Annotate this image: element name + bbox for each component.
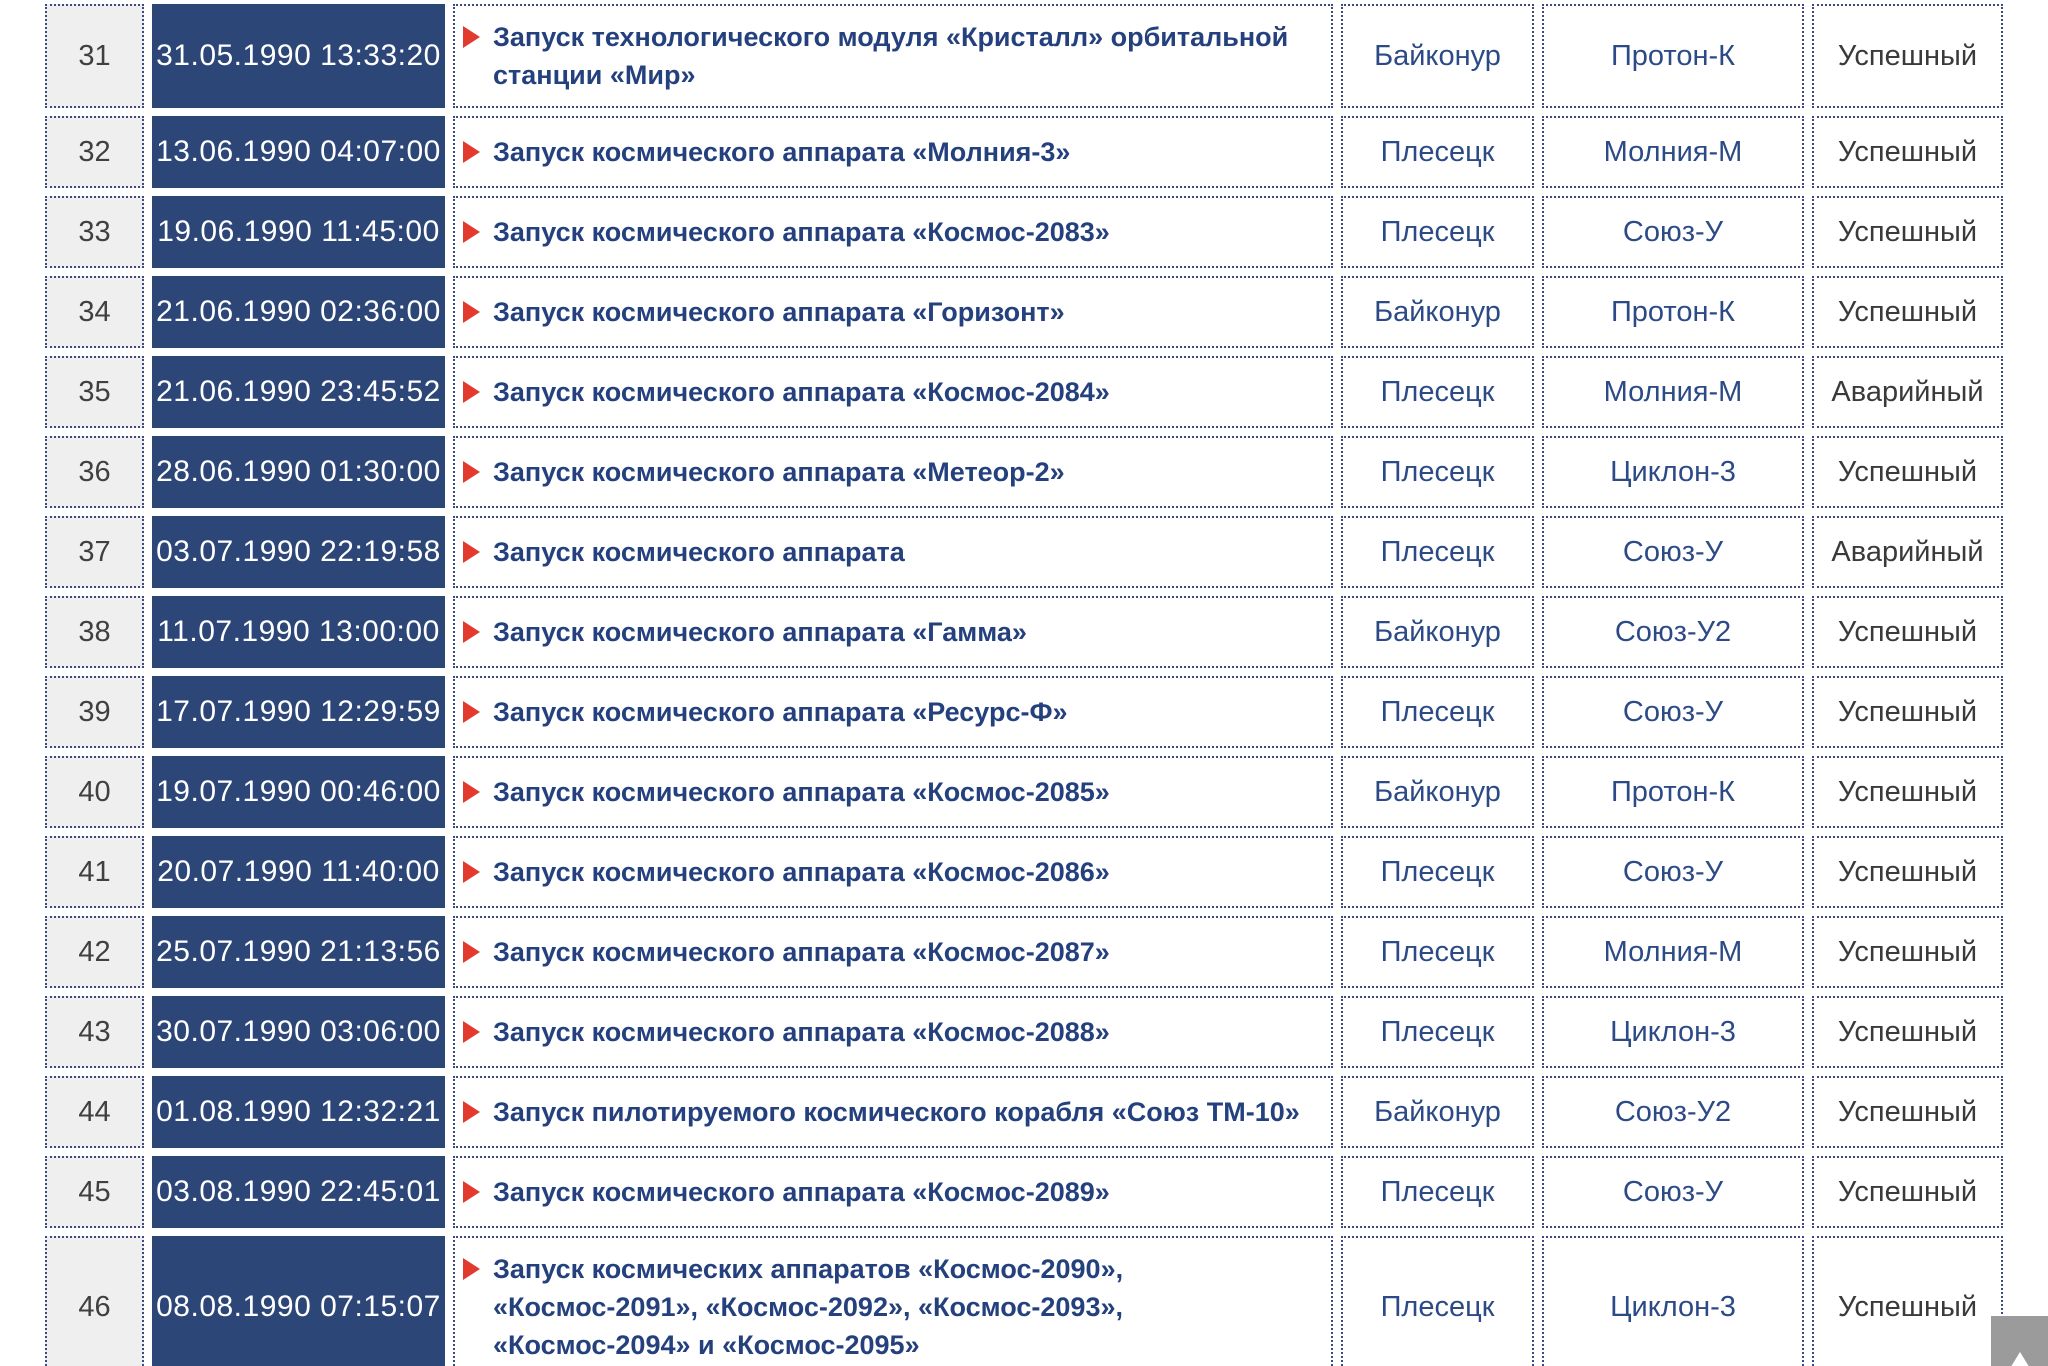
launch-site: Плесецк — [1380, 935, 1495, 968]
red-right-triangle-icon — [463, 621, 480, 643]
launch-datetime-cell — [152, 756, 445, 828]
rocket-cell — [1542, 916, 1804, 988]
row-number-cell — [45, 996, 144, 1068]
launch-description-cell — [453, 1236, 1333, 1366]
launch-datetime-cell — [152, 596, 445, 668]
rocket-cell — [1542, 756, 1804, 828]
launch-status: Успешный — [1837, 615, 1978, 648]
launch-status: Успешный — [1837, 295, 1978, 328]
launch-description-cell — [453, 356, 1333, 428]
table-row — [45, 836, 2003, 908]
launch-description-link[interactable]: Запуск космического аппарата «Космос-2085» — [493, 777, 1110, 807]
rocket-cell — [1542, 1156, 1804, 1228]
rocket-name: Циклон-3 — [1610, 1015, 1736, 1048]
launch-site-cell — [1341, 356, 1534, 428]
launch-description-cell — [453, 756, 1333, 828]
status-cell — [1812, 596, 2003, 668]
rocket-cell — [1542, 356, 1804, 428]
red-right-triangle-icon — [463, 1101, 480, 1123]
launch-datetime-cell — [152, 436, 445, 508]
row-number: 41 — [78, 855, 111, 888]
launch-site-cell — [1341, 276, 1534, 348]
row-number: 39 — [78, 695, 111, 728]
rocket-cell — [1542, 596, 1804, 668]
rocket-cell — [1542, 836, 1804, 908]
rocket-cell — [1542, 1076, 1804, 1148]
launch-datetime: 20.07.1990 11:40:00 — [157, 855, 440, 888]
launch-datetime: 03.08.1990 22:45:01 — [156, 1175, 441, 1208]
launch-datetime-cell — [152, 4, 445, 108]
launch-description-link[interactable]: Запуск космического аппарата «Космос-2084» — [493, 377, 1110, 407]
rocket-cell — [1542, 196, 1804, 268]
launch-status: Успешный — [1837, 695, 1978, 728]
launch-status: Успешный — [1837, 1095, 1978, 1128]
row-number: 45 — [78, 1175, 111, 1208]
launch-site-cell — [1341, 516, 1534, 588]
launch-datetime: 21.06.1990 02:36:00 — [156, 295, 441, 328]
launch-site-cell — [1341, 1156, 1534, 1228]
status-cell — [1812, 916, 2003, 988]
launch-status: Успешный — [1837, 1015, 1978, 1048]
rocket-name: Союз-У — [1622, 215, 1724, 248]
row-number-cell — [45, 1236, 144, 1366]
rocket-name: Союз-У — [1622, 855, 1724, 888]
table-row — [45, 436, 2003, 508]
launch-description-cell — [453, 276, 1333, 348]
status-cell — [1812, 676, 2003, 748]
launch-table — [37, 0, 2011, 1366]
table-row — [45, 4, 2003, 108]
launch-status: Аварийный — [1831, 375, 1984, 408]
rocket-name: Циклон-3 — [1610, 455, 1736, 488]
launch-description-link[interactable]: Запуск космического аппарата «Космос-2087» — [493, 937, 1110, 967]
launch-site: Байконур — [1374, 295, 1501, 328]
red-right-triangle-icon — [463, 26, 480, 48]
launch-status: Успешный — [1837, 39, 1978, 72]
row-number-cell — [45, 356, 144, 428]
launch-datetime-cell — [152, 356, 445, 428]
rocket-name: Молния-М — [1603, 135, 1743, 168]
launch-site-cell — [1341, 4, 1534, 108]
red-right-triangle-icon — [463, 541, 480, 563]
table-row — [45, 596, 2003, 668]
rocket-name: Союз-У2 — [1614, 615, 1732, 648]
row-number: 36 — [78, 455, 111, 488]
launch-description-cell — [453, 596, 1333, 668]
row-number-cell — [45, 116, 144, 188]
row-number-cell — [45, 516, 144, 588]
row-number: 33 — [78, 215, 111, 248]
row-number: 42 — [78, 935, 111, 968]
launch-site: Плесецк — [1380, 1290, 1495, 1323]
launch-datetime: 08.08.1990 07:15:07 — [156, 1290, 441, 1323]
launch-site: Байконур — [1374, 775, 1501, 808]
rocket-cell — [1542, 996, 1804, 1068]
rocket-name: Циклон-3 — [1610, 1290, 1736, 1323]
red-right-triangle-icon — [463, 301, 480, 323]
launch-status: Аварийный — [1831, 535, 1984, 568]
launch-datetime-cell — [152, 516, 445, 588]
row-number: 31 — [78, 39, 111, 72]
rocket-cell — [1542, 436, 1804, 508]
launch-site-cell — [1341, 1236, 1534, 1366]
launch-description-cell — [453, 516, 1333, 588]
launch-description-link[interactable]: Запуск космического аппарата «Космос-2086» — [493, 857, 1110, 887]
launch-datetime-cell — [152, 836, 445, 908]
row-number-cell — [45, 196, 144, 268]
launch-datetime: 19.07.1990 00:46:00 — [156, 775, 441, 808]
launch-datetime-cell — [152, 996, 445, 1068]
table-row — [45, 1236, 2003, 1366]
table-row — [45, 1156, 2003, 1228]
launch-description-cell — [453, 196, 1333, 268]
row-number: 46 — [78, 1290, 111, 1323]
row-number: 35 — [78, 375, 111, 408]
launch-datetime: 03.07.1990 22:19:58 — [156, 535, 441, 568]
status-cell — [1812, 276, 2003, 348]
red-right-triangle-icon — [463, 941, 480, 963]
launch-datetime-cell — [152, 1236, 445, 1366]
launch-site: Байконур — [1374, 615, 1501, 648]
launch-description-link[interactable]: Запуск космического аппарата «Ресурс-Ф» — [493, 697, 1068, 727]
launch-description-link[interactable]: Запуск космического аппарата «Гамма» — [493, 617, 1027, 647]
table-row — [45, 276, 2003, 348]
launch-table-body — [45, 4, 2003, 1366]
launch-site-cell — [1341, 916, 1534, 988]
launch-site: Плесецк — [1380, 695, 1495, 728]
status-cell — [1812, 1156, 2003, 1228]
rocket-cell — [1542, 4, 1804, 108]
launch-datetime: 31.05.1990 13:33:20 — [156, 39, 441, 72]
launch-status: Успешный — [1837, 135, 1978, 168]
launch-datetime: 25.07.1990 21:13:56 — [156, 935, 441, 968]
row-number-cell — [45, 436, 144, 508]
launch-site: Плесецк — [1380, 455, 1495, 488]
table-row — [45, 916, 2003, 988]
launch-site-cell — [1341, 1076, 1534, 1148]
launch-datetime-cell — [152, 916, 445, 988]
red-right-triangle-icon — [463, 1181, 480, 1203]
launch-status: Успешный — [1837, 775, 1978, 808]
launch-site-cell — [1341, 436, 1534, 508]
launch-site-cell — [1341, 756, 1534, 828]
rocket-name: Протон-К — [1610, 295, 1736, 328]
table-row — [45, 196, 2003, 268]
launch-status: Успешный — [1837, 455, 1978, 488]
launch-description-link[interactable]: Запуск космического аппарата «Метеор-2» — [493, 457, 1065, 487]
launch-description-cell — [453, 1156, 1333, 1228]
launch-site-cell — [1341, 996, 1534, 1068]
table-row — [45, 996, 2003, 1068]
red-right-triangle-icon — [463, 381, 480, 403]
status-cell — [1812, 4, 2003, 108]
rocket-name: Союз-У2 — [1614, 1095, 1732, 1128]
rocket-cell — [1542, 516, 1804, 588]
row-number-cell — [45, 916, 144, 988]
row-number: 37 — [78, 535, 111, 568]
launch-status: Успешный — [1837, 855, 1978, 888]
rocket-name: Протон-К — [1610, 39, 1736, 72]
launch-site: Плесецк — [1380, 135, 1495, 168]
launch-description-cell — [453, 436, 1333, 508]
launch-description-link[interactable]: Запуск пилотируемого космического корабля «Союз ТМ-10» — [493, 1097, 1300, 1127]
table-row — [45, 1076, 2003, 1148]
row-number-cell — [45, 676, 144, 748]
launch-site: Плесецк — [1380, 1015, 1495, 1048]
launch-status: Успешный — [1837, 1175, 1978, 1208]
status-cell — [1812, 356, 2003, 428]
launch-description-link[interactable]: Запуск космического аппарата «Горизонт» — [493, 297, 1065, 327]
red-right-triangle-icon — [463, 461, 480, 483]
row-number: 34 — [78, 295, 111, 328]
launch-datetime-cell — [152, 1076, 445, 1148]
launch-status: Успешный — [1837, 215, 1978, 248]
launch-datetime: 28.06.1990 01:30:00 — [156, 455, 441, 488]
launch-site: Плесецк — [1380, 375, 1495, 408]
table-row — [45, 676, 2003, 748]
status-cell — [1812, 516, 2003, 588]
launch-datetime: 21.06.1990 23:45:52 — [156, 375, 441, 408]
status-cell — [1812, 996, 2003, 1068]
launch-status: Успешный — [1837, 1290, 1978, 1323]
scroll-top-button[interactable] — [1991, 1316, 2048, 1366]
launch-datetime: 30.07.1990 03:06:00 — [156, 1015, 441, 1048]
status-cell — [1812, 116, 2003, 188]
launches-page — [37, 0, 2048, 1366]
row-number-cell — [45, 596, 144, 668]
launch-datetime: 19.06.1990 11:45:00 — [157, 215, 440, 248]
status-cell — [1812, 756, 2003, 828]
rocket-cell — [1542, 1236, 1804, 1366]
table-row — [45, 756, 2003, 828]
launch-description-link[interactable]: Запуск космического аппарата «Космос-2089» — [493, 1177, 1110, 1207]
rocket-name: Союз-У — [1622, 695, 1724, 728]
row-number: 32 — [78, 135, 111, 168]
launch-description-link[interactable]: Запуск космического аппарата «Космос-2088» — [493, 1017, 1110, 1047]
red-right-triangle-icon — [463, 781, 480, 803]
launch-description-link[interactable]: Запуск космических аппаратов «Космос-2090», «Космос-2091», «Космос-2092», «Космос-2093», «Космос-2094» и «Космос-2095» — [493, 1254, 1124, 1360]
launch-datetime-cell — [152, 196, 445, 268]
launch-description-cell — [453, 916, 1333, 988]
rocket-cell — [1542, 116, 1804, 188]
launch-site-cell — [1341, 676, 1534, 748]
launch-description-link[interactable]: Запуск космического аппарата «Молния-3» — [493, 137, 1071, 167]
launch-description-cell — [453, 1076, 1333, 1148]
launch-description-cell — [453, 996, 1333, 1068]
launch-site: Байконур — [1374, 1095, 1501, 1128]
rocket-name: Протон-К — [1610, 775, 1736, 808]
launch-datetime: 13.06.1990 04:07:00 — [156, 135, 441, 168]
launch-site-cell — [1341, 196, 1534, 268]
status-cell — [1812, 436, 2003, 508]
launch-description-cell — [453, 4, 1333, 108]
launch-site-cell — [1341, 836, 1534, 908]
table-row — [45, 516, 2003, 588]
status-cell — [1812, 1076, 2003, 1148]
launch-site: Байконур — [1374, 39, 1501, 72]
launch-datetime: 01.08.1990 12:32:21 — [156, 1095, 441, 1128]
row-number-cell — [45, 756, 144, 828]
row-number-cell — [45, 836, 144, 908]
arrow-up-icon — [2004, 1352, 2036, 1366]
launch-status: Успешный — [1837, 935, 1978, 968]
launch-description-link[interactable]: Запуск технологического модуля «Кристалл» орбитальной станции «Мир» — [493, 22, 1289, 90]
red-right-triangle-icon — [463, 1258, 480, 1280]
launch-site-cell — [1341, 116, 1534, 188]
row-number-cell — [45, 4, 144, 108]
launch-site: Плесецк — [1380, 855, 1495, 888]
launch-site-cell — [1341, 596, 1534, 668]
rocket-name: Молния-М — [1603, 375, 1743, 408]
launch-description-cell — [453, 836, 1333, 908]
rocket-name: Союз-У — [1622, 1175, 1724, 1208]
launch-datetime-cell — [152, 676, 445, 748]
launch-datetime: 17.07.1990 12:29:59 — [156, 695, 441, 728]
launch-site: Плесецк — [1380, 535, 1495, 568]
status-cell — [1812, 836, 2003, 908]
rocket-cell — [1542, 676, 1804, 748]
launch-datetime: 11.07.1990 13:00:00 — [157, 615, 440, 648]
table-row — [45, 356, 2003, 428]
row-number-cell — [45, 276, 144, 348]
row-number: 43 — [78, 1015, 111, 1048]
rocket-name: Молния-М — [1603, 935, 1743, 968]
row-number-cell — [45, 1156, 144, 1228]
rocket-cell — [1542, 276, 1804, 348]
status-cell — [1812, 196, 2003, 268]
launch-description-link[interactable]: Запуск космического аппарата — [493, 537, 905, 567]
red-right-triangle-icon — [463, 221, 480, 243]
row-number: 44 — [78, 1095, 111, 1128]
launch-datetime-cell — [152, 1156, 445, 1228]
launch-site: Плесецк — [1380, 1175, 1495, 1208]
rocket-name: Союз-У — [1622, 535, 1724, 568]
launch-datetime-cell — [152, 276, 445, 348]
launch-description-cell — [453, 676, 1333, 748]
status-cell — [1812, 1236, 2003, 1366]
table-row — [45, 116, 2003, 188]
row-number-cell — [45, 1076, 144, 1148]
launch-datetime-cell — [152, 116, 445, 188]
row-number: 38 — [78, 615, 111, 648]
red-right-triangle-icon — [463, 701, 480, 723]
red-right-triangle-icon — [463, 1021, 480, 1043]
red-right-triangle-icon — [463, 141, 480, 163]
red-right-triangle-icon — [463, 861, 480, 883]
launch-site: Плесецк — [1380, 215, 1495, 248]
launch-description-link[interactable]: Запуск космического аппарата «Космос-2083» — [493, 217, 1110, 247]
row-number: 40 — [78, 775, 111, 808]
launch-description-cell — [453, 116, 1333, 188]
